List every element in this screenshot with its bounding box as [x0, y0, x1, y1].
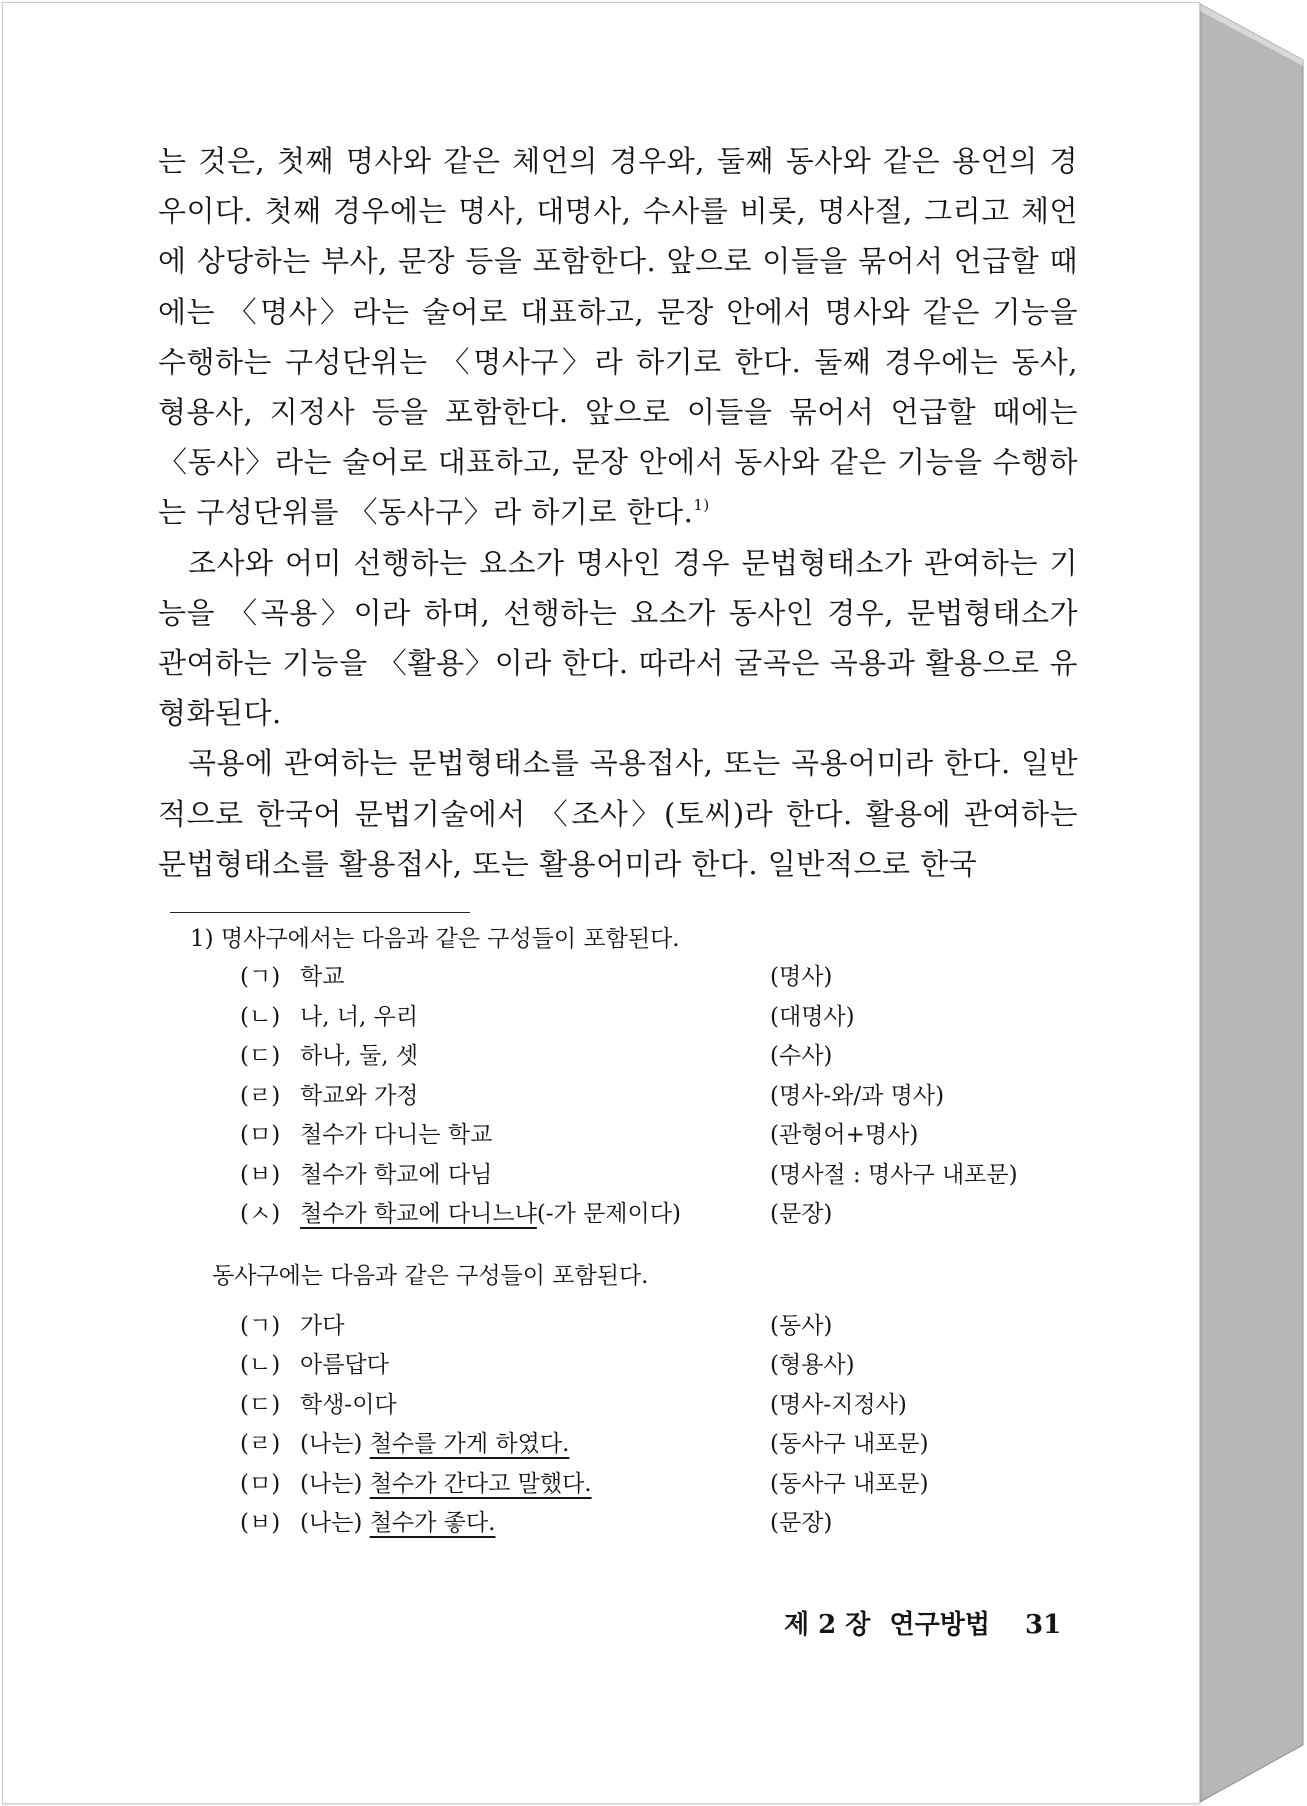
item-label: (ㄹ) — [240, 1431, 281, 1457]
item-category: (동사) — [770, 1312, 833, 1339]
item-example — [300, 1504, 770, 1544]
footnote-number: 1) — [190, 926, 214, 952]
item-label: (ㄹ) — [240, 1082, 281, 1109]
item-example: 하나, 둘, 셋 — [300, 1043, 419, 1069]
paragraph-2: 조사와 어미 선행하는 요소가 명사인 경우 문법형태소가 관여하는 기능을 〈곡용〉이라 하며, 선행하는 요소가 동사인 경우, 문법형태소가 관여하는 기능을 〈활용〉이라 한다. 따라서 굴곡은 곡용과 활용으로 유형화된다. — [158, 545, 1078, 731]
item-label: (ㅂ) — [240, 1161, 281, 1188]
item-category: (명사-와/과 명사) — [770, 1082, 945, 1109]
main-text — [158, 136, 1078, 889]
underlined-example: 철수가 학교에 다니느냐 — [300, 1201, 537, 1227]
example-prefix: (나는) — [300, 1510, 363, 1536]
footnote-intro-noun: 1) 명사구에서는 다음과 같은 구성들이 포함된다. — [190, 926, 680, 952]
item-category: (관형어+명사) — [770, 1122, 919, 1148]
list-item — [190, 1504, 1070, 1544]
chapter-label: 제 2 장 — [784, 1610, 871, 1640]
footnote-intro-verb: 동사구에는 다음과 같은 구성들이 포함된다. — [212, 1262, 649, 1289]
item-category: (형용사) — [770, 1352, 855, 1378]
list-item — [190, 1116, 1070, 1156]
list-item — [190, 1077, 1070, 1117]
item-example: 학생-이다 — [300, 1391, 397, 1418]
underlined-example: 철수가 좋다. — [369, 1510, 496, 1536]
item-label: (ㅁ) — [240, 1470, 281, 1497]
item-label: (ㅅ) — [240, 1201, 281, 1227]
item-label: (ㄴ) — [240, 1003, 281, 1030]
item-example: 가다 — [300, 1312, 345, 1339]
chapter-title: 연구방법 — [889, 1610, 990, 1640]
item-category: (명사) — [770, 964, 833, 990]
item-label: (ㅁ) — [240, 1122, 281, 1148]
example-prefix: (나는) — [300, 1470, 363, 1497]
item-label: (ㄷ) — [240, 1391, 281, 1418]
list-item — [190, 1195, 1070, 1235]
item-label: (ㄴ) — [240, 1352, 281, 1378]
item-category: (대명사) — [770, 1003, 855, 1030]
item-category: (문장) — [770, 1510, 833, 1536]
item-label: (ㅂ) — [240, 1510, 281, 1536]
item-example: 학교 — [300, 964, 345, 990]
item-category: (동사구 내포문) — [770, 1470, 929, 1497]
book-edge-side — [1198, 3, 1303, 1803]
item-example: 나, 너, 우리 — [300, 1003, 419, 1030]
item-example: 철수가 학교에 다니느냐(-가 문제이다) — [300, 1201, 681, 1227]
list-item — [190, 1156, 1070, 1196]
list-item — [190, 1386, 1070, 1426]
item-category: (문장) — [770, 1201, 833, 1227]
item-label: (ㄷ) — [240, 1043, 281, 1069]
footnote-divider — [170, 912, 470, 913]
item-example: 아름답다 — [300, 1352, 389, 1378]
list-item — [190, 1307, 1070, 1347]
list-item — [190, 1465, 1070, 1505]
list-item — [190, 1037, 1070, 1077]
footnote-reference[interactable]: 1) — [693, 496, 710, 515]
verb-phrase-list — [190, 1307, 1070, 1544]
example-prefix: (나는) — [300, 1431, 363, 1457]
paragraph-1: 는 것은, 첫째 명사와 같은 체언의 경우와, 둘째 동사와 같은 용언의 경우이다. 첫째 경우에는 명사, 대명사, 수사를 비롯, 명사절, 그리고 체언에 상당하는 부사, 문장 등을 포함한다. 앞으로 이들을 묶어서 언급할 때에는 〈명사〉라는 술어로 대표하고, 문장 안에서 명사와 같은 기능을 수행하는 구성단위는 〈명사구〉라 하기로 한다. 둘째 경우에는 동사, 형용사, 지정사 등을 포함한다. 앞으로 이들을 묶어서 언급할 때에는 〈동사〉라는 술어로 대표하고, 문장 안에서 동사와 같은 기능을 수행하는 구성단위를 〈동사구〉라 하기로 한다.$^{1)}$ — [158, 144, 1078, 530]
item-example: 철수가 학교에 다님 — [300, 1161, 493, 1188]
item-label: (ㄱ) — [240, 964, 281, 990]
item-category: (동사구 내포문) — [770, 1431, 929, 1457]
list-item — [190, 1425, 1070, 1465]
item-example — [300, 1465, 770, 1505]
item-example: 철수가 다니는 학교 — [300, 1122, 493, 1148]
list-item — [190, 998, 1070, 1038]
footnote — [190, 920, 1070, 1544]
item-example — [300, 1425, 770, 1465]
page-number: 31 — [1025, 1610, 1062, 1640]
paragraph-3: 곡용에 관여하는 문법형태소를 곡용접사, 또는 곡용어미라 한다. 일반적으로 한국어 문법기술에서 〈조사〉(토씨)라 한다. 활용에 관여하는 문법형태소를 활용접사, 또는 활용어미라 한다. 일반적으로 한국 — [158, 746, 1078, 881]
item-category: (수사) — [770, 1043, 833, 1069]
page-footer — [784, 1604, 1084, 1641]
item-label: (ㄱ) — [240, 1312, 281, 1339]
noun-phrase-list — [190, 958, 1070, 1235]
underlined-example: 철수를 가게 하였다. — [369, 1431, 570, 1457]
item-example: 학교와 가정 — [300, 1082, 419, 1109]
underlined-example: 철수가 간다고 말했다. — [369, 1470, 592, 1497]
item-category: (명사절 : 명사구 내포문) — [770, 1161, 1018, 1188]
list-item — [190, 1346, 1070, 1386]
list-item — [190, 958, 1070, 998]
item-category: (명사-지정사) — [770, 1391, 907, 1418]
